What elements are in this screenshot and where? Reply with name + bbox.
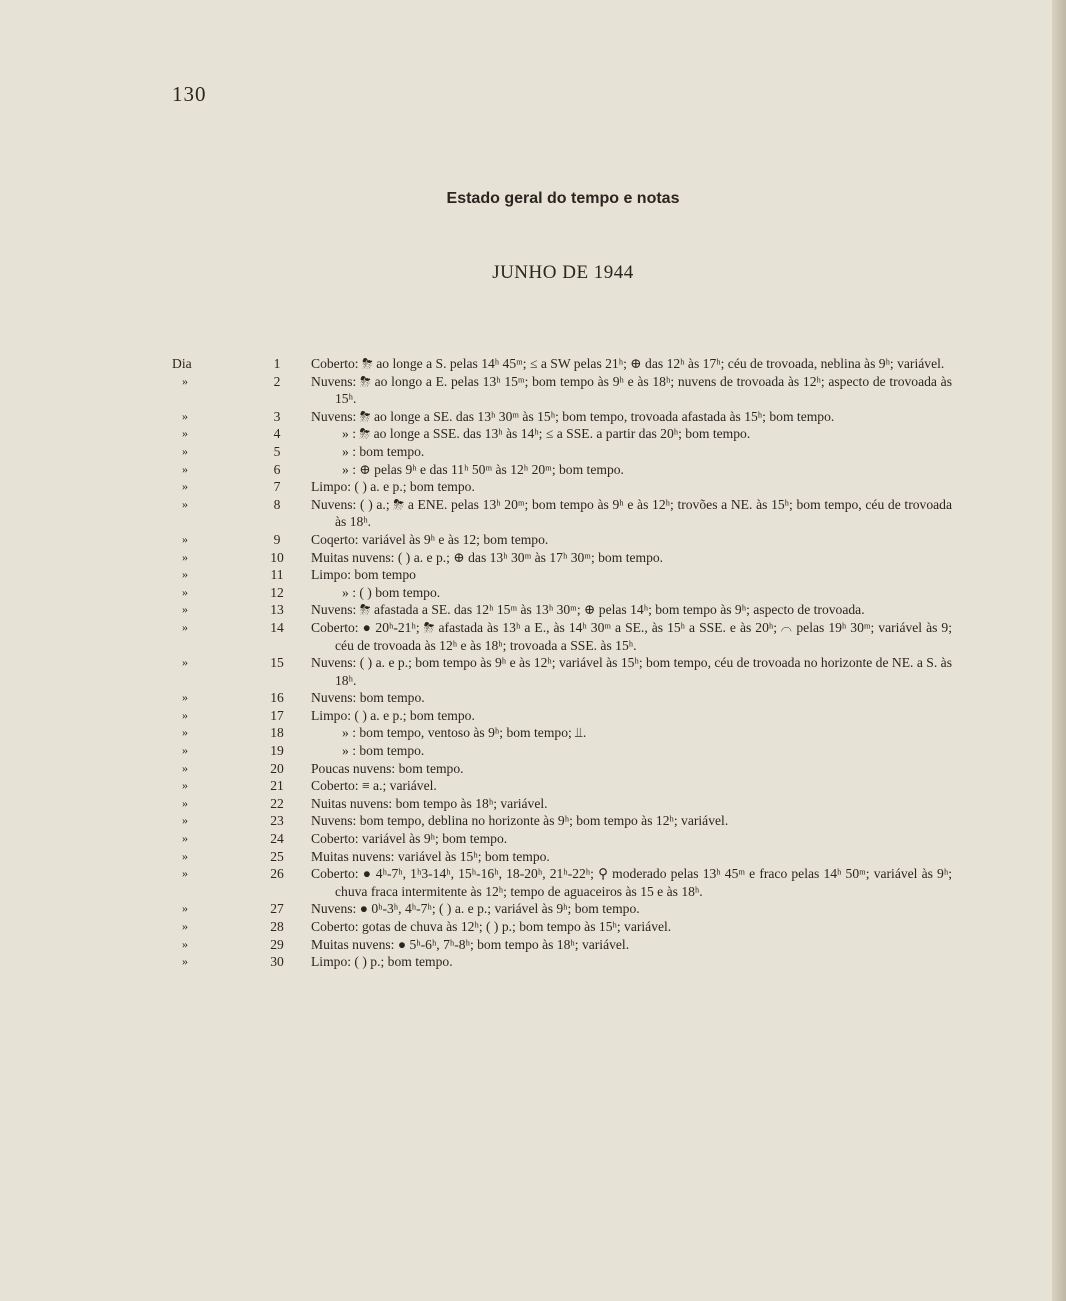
day-number: 11	[270, 567, 284, 583]
day-description: Coberto: ≡ a.; variável.	[311, 778, 437, 794]
day-entry	[172, 478, 952, 496]
day-number: 22	[270, 795, 284, 811]
ditto-mark: »	[182, 795, 188, 810]
day-number: 19	[270, 743, 284, 759]
day-description: Coberto: gotas de chuva às 12ʰ; ( ) p.; bom tempo às 15ʰ; variável.	[311, 919, 672, 934]
day-entry	[172, 830, 952, 848]
ditto-mark: »	[182, 954, 188, 969]
ditto-mark: »	[182, 619, 188, 634]
day-entry	[172, 936, 952, 954]
ditto-mark: »	[182, 373, 188, 388]
ditto-mark: »	[182, 549, 188, 564]
day-description: Coqerto: variável às 9ʰ e às 12; bom tempo.	[311, 531, 549, 547]
day-number: 24	[270, 831, 284, 847]
day-entry	[172, 496, 952, 531]
ditto-mark: »	[182, 901, 188, 916]
day-description: Coberto: ● 20ʰ-21ʰ; ⛈ afastada às 13ʰ a E., às 14ʰ 30ᵐ a SE., às 15ʰ a SSE. e às 20ʰ; ⌒ pelas 19ʰ 30ᵐ; variável às 9; céu de trovoada às 12ʰ e às 18ʰ; trovoada a SSE. às 15ʰ.	[311, 619, 952, 653]
day-number: 7	[273, 479, 281, 495]
day-number: 25	[270, 848, 284, 864]
day-entry	[172, 777, 952, 795]
day-entry	[172, 355, 952, 373]
day-description: Nuitas nuvens: bom tempo às 18ʰ; variável.	[311, 795, 548, 811]
day-entry	[172, 742, 952, 760]
day-entry	[172, 918, 952, 936]
day-number: 1	[273, 356, 281, 371]
day-entry	[172, 724, 952, 742]
ditto-mark: »	[182, 602, 188, 617]
day-description: » : ⊕ pelas 9ʰ e das 11ʰ 50ᵐ às 12ʰ 20ᵐ; bom tempo.	[342, 461, 624, 477]
day-description: » : ( ) bom tempo.	[342, 584, 441, 600]
day-number: 20	[270, 760, 284, 776]
day-description: Coberto: ● 4ʰ-7ʰ, 1ʰ3-14ʰ, 15ʰ-16ʰ, 18-20ʰ, 21ʰ-22ʰ; ⚲ moderado pelas 13ʰ 45ᵐ e fraco pelas 14ʰ 50ᵐ; variável às 9ʰ; chuva fraca intermitente às 12ʰ; tempo de aguaceiros às 15 e às 18ʰ.	[311, 866, 952, 899]
day-entry	[172, 953, 952, 971]
day-description: Nuvens: bom tempo.	[311, 690, 425, 706]
day-entry	[172, 601, 952, 619]
ditto-mark: »	[182, 461, 188, 476]
day-description: » : ⛈ ao longe a SSE. das 13ʰ às 14ʰ; ≤ a SSE. a partir das 20ʰ; bom tempo.	[342, 426, 751, 442]
day-number: 6	[273, 461, 281, 477]
day-description: Muitas nuvens: ( ) a. e p.; ⊕ das 13ʰ 30ᵐ às 17ʰ 30ᵐ; bom tempo.	[311, 549, 664, 565]
ditto-mark: »	[182, 690, 188, 705]
day-number: 28	[270, 919, 284, 934]
day-entry	[172, 865, 952, 900]
ditto-mark: »	[182, 778, 188, 793]
day-description: Nuvens: ⛈ afastada a SE. das 12ʰ 15ᵐ às 13ʰ 30ᵐ; ⊕ pelas 14ʰ; bom tempo às 9ʰ; aspecto de trovoada.	[311, 602, 865, 618]
day-entry	[172, 654, 952, 689]
day-description: » : bom tempo.	[342, 743, 425, 759]
day-entry	[172, 566, 952, 584]
day-number: 23	[270, 813, 284, 829]
day-entry	[172, 549, 952, 567]
day-description: » : bom tempo, ventoso às 9ʰ; bom tempo; ⫫.	[342, 725, 587, 741]
day-number: 29	[270, 936, 284, 952]
day-entry	[172, 812, 952, 830]
day-number: 30	[270, 954, 284, 970]
day-number: 3	[273, 408, 281, 424]
page-title: Estado geral do tempo e notas	[446, 190, 680, 207]
day-number: 26	[270, 866, 284, 882]
ditto-mark: »	[182, 866, 188, 881]
ditto-mark: »	[182, 531, 188, 546]
ditto-mark: »	[182, 919, 188, 933]
day-entry	[172, 461, 952, 479]
ditto-mark: »	[182, 443, 188, 458]
day-number: 18	[270, 725, 284, 741]
day-entry	[172, 373, 952, 408]
ditto-mark: »	[182, 655, 188, 670]
weather-entries-list	[172, 355, 952, 971]
ditto-mark: »	[182, 936, 188, 951]
day-description: Limpo: ( ) a. e p.; bom tempo.	[311, 707, 475, 723]
ditto-mark: »	[182, 426, 188, 441]
day-number: 27	[270, 901, 284, 917]
day-entry	[172, 584, 952, 602]
day-entry	[172, 689, 952, 707]
day-entry	[172, 707, 952, 725]
day-number: 4	[273, 426, 281, 442]
day-description: Poucas nuvens: bom tempo.	[311, 760, 464, 776]
day-entry	[172, 531, 952, 549]
day-description: Limpo: ( ) p.; bom tempo.	[311, 954, 453, 970]
day-description: Coberto: ⛈ ao longe a S. pelas 14ʰ 45ᵐ; ≤ a SW pelas 21ʰ; ⊕ das 12ʰ às 17ʰ; céu de trovoada, neblina às 9ʰ; variável.	[311, 356, 945, 371]
day-number: 12	[270, 584, 284, 600]
day-number: 13	[270, 602, 284, 618]
day-description: Nuvens: ⛈ ao longo a E. pelas 13ʰ 15ᵐ; bom tempo às 9ʰ e às 18ʰ; nuvens de trovoada às 12ʰ; aspecto de trovoada às 15ʰ.	[311, 373, 952, 407]
ditto-mark: »	[182, 707, 188, 722]
day-entry	[172, 848, 952, 866]
day-number: 2	[273, 373, 281, 389]
day-description: Nuvens: ● 0ʰ-3ʰ, 4ʰ-7ʰ; ( ) a. e p.; variável às 9ʰ; bom tempo.	[311, 901, 640, 917]
ditto-mark: »	[182, 479, 188, 494]
day-entry	[172, 900, 952, 918]
day-entry	[172, 619, 952, 654]
ditto-mark: »	[182, 743, 188, 758]
day-entry	[172, 408, 952, 426]
day-description: Nuvens: ( ) a.; ⛈ a ENE. pelas 13ʰ 20ᵐ; bom tempo às 9ʰ e às 12ʰ; trovões a NE. às 15ʰ; bom tempo, céu de trovoada às 18ʰ.	[311, 496, 952, 530]
page-number: 130	[172, 82, 207, 106]
day-entry	[172, 795, 952, 813]
ditto-mark: »	[182, 760, 188, 775]
day-entry	[172, 760, 952, 778]
ditto-mark: »	[182, 813, 188, 828]
day-number: 8	[273, 496, 281, 512]
day-description: » : bom tempo.	[342, 443, 425, 459]
day-number: 17	[270, 707, 284, 723]
day-number: 14	[270, 619, 284, 635]
ditto-mark: »	[182, 848, 188, 863]
ditto-mark: »	[182, 725, 188, 740]
ditto-mark: »	[182, 408, 188, 423]
day-number: 16	[270, 690, 284, 706]
ditto-mark: »	[182, 584, 188, 599]
day-description: Nuvens: bom tempo, deblina no horizonte às 9ʰ; bom tempo às 12ʰ; variável.	[311, 813, 729, 829]
day-number: 9	[273, 531, 281, 547]
day-number: 5	[273, 443, 281, 459]
dia-label: Dia	[172, 356, 192, 371]
ditto-mark: »	[182, 496, 188, 511]
day-description: Limpo: ( ) a. e p.; bom tempo.	[311, 479, 475, 495]
day-description: Coberto: variável às 9ʰ; bom tempo.	[311, 831, 508, 847]
day-number: 21	[270, 778, 284, 794]
day-number: 10	[270, 549, 284, 565]
day-description: Muitas nuvens: variável às 15ʰ; bom tempo.	[311, 848, 550, 864]
day-number: 15	[270, 655, 284, 671]
ditto-mark: »	[182, 831, 188, 846]
month-heading: JUNHO DE 1944	[492, 262, 634, 283]
day-entry	[172, 425, 952, 443]
ditto-mark: »	[182, 567, 188, 582]
day-description: Nuvens: ⛈ ao longe a SE. das 13ʰ 30ᵐ às 15ʰ; bom tempo, trovoada afastada às 15ʰ; bom tempo.	[311, 408, 835, 424]
day-description: Muitas nuvens: ● 5ʰ-6ʰ, 7ʰ-8ʰ; bom tempo às 18ʰ; variável.	[311, 936, 630, 952]
day-entry	[172, 443, 952, 461]
day-description: Limpo: bom tempo	[311, 567, 416, 583]
day-description: Nuvens: ( ) a. e p.; bom tempo às 9ʰ e às 12ʰ; variável às 15ʰ; bom tempo, céu de trovoada no horizonte de NE. a S. às 18ʰ.	[311, 655, 952, 688]
